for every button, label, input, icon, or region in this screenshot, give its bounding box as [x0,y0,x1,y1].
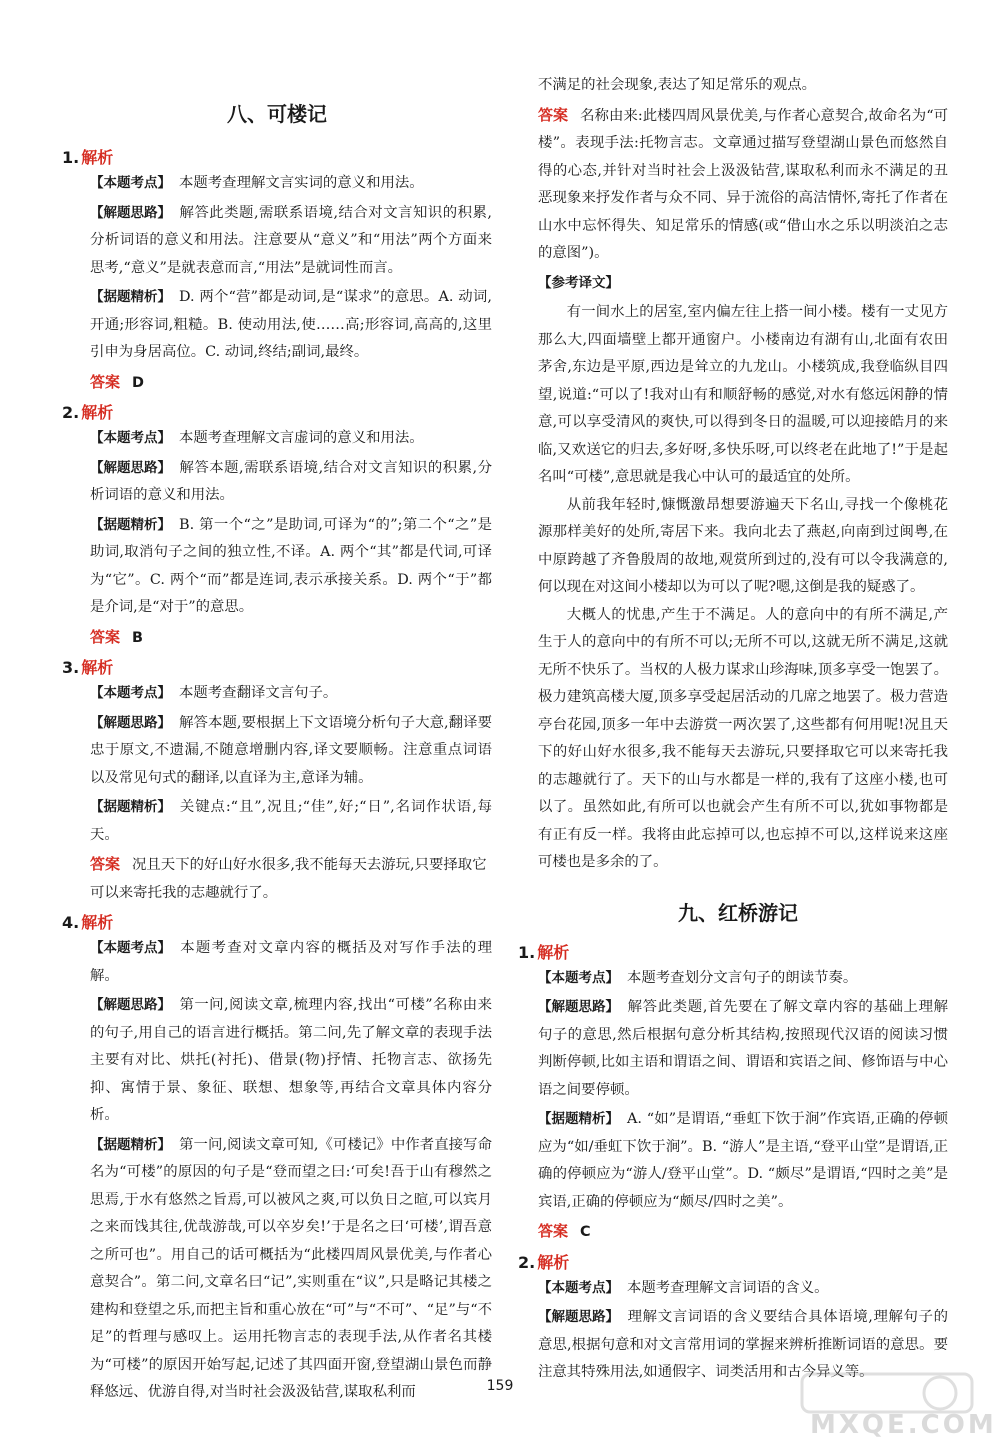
r-question-2-header: 2. 解析 [518,1252,570,1272]
q4-kaodian: 【本题考点】 本题考查对文章内容的概括及对写作手法的理解。 [90,940,492,984]
q4-silu: 【解题思路】 第一问,阅读文章,梳理内容,找出“可楼”名称由来的句子,用自己的语言进行概括。第二问,先了解文章的表现手法主要有对比、烘托(衬托)、借景(物)抒情、托物言志、欲扬先抑、寓情于景、象征、联想、想象等,再结合文章具体内容分析。 [90,997,492,1123]
q4-answer: 答案 名称由来:此楼四周风景优美,与作者心意契合,故命名为“可楼”。表现手法:托物言志。文章通过描写登望湖山景色而悠然自得的心态,并针对当时社会上汲汲钻营,谋取私利而永不满足的丑恶现象来抒发作者与众不同、异于流俗的高洁情怀,寄托了作者在山水中忘怀得失、知足常乐的情感(或“借山水之乐以明淡泊之志的意图”)。 [538,105,948,261]
question-3-header: 3. 解析 [62,658,114,677]
watermark-logo [790,1370,997,1442]
q2-answer: 答案 B [90,627,143,646]
question-4-header: 4. 解析 [62,913,114,932]
section-title: 八、可楼记 [227,102,327,126]
translation-paragraph-1: 有一间水上的居室,室内偏左往上搭一间小楼。楼有一丈见方那么大,四面墙壁上都开通窗户。小楼南边有湖有山,北面有农田茅舍,东边是平原,西边是耸立的九龙山。小楼筑成,我登临纵目四望,说道:“可以了!我对山有和顺舒畅的感觉,对水有悠远闲静的情意,可以享受清风的爽快,可以得到冬日的温暖,可以迎接皓月的来临,又欢送它的归去,多好呀,多快乐呀,可以终老在此地了!”于是起名叫“可楼”,意思就是我心中认可的最适宜的处所。 [538,304,948,485]
q4-continued: 不满足的社会现象,表达了知足常乐的观点。 [538,77,816,93]
question-1-header: 1. 解析 [62,148,114,167]
watermark-text: MXQE.COM [810,1410,997,1440]
q1-jingxi: 【据题精析】 D. 两个“营”都是动词,是“谋求”的意思。A. 动词,开通;形容词,粗糙。B. 使动用法,使……高;形容词,高高的,这里引申为身居高位。C. 动词,终结;副词,最终。 [90,289,492,360]
r2-kaodian: 【本题考点】 本题考查理解文言词语的含义。 [538,1279,829,1296]
q2-kaodian: 【本题考点】 本题考查理解文言虚词的意义和用法。 [90,430,424,446]
r2-silu: 【解题思路】 理解文言词语的含义要结合具体语境,理解句子的意思,根据句意和对文言常用词的掌握来辨析推断词语的意思。要注意其特殊用法,如通假字、词类活用和古今异义等。 [538,1309,948,1380]
r1-silu: 【解题思路】 解答此类题,首先要在了解文章内容的基础上理解句子的意思,然后根据句意分析其结构,按照现代汉语的阅读习惯判断停顿,比如主语和谓语之间、谓语和宾语之间、修饰语与中心语之间要停顿。 [538,999,948,1098]
q3-kaodian: 【本题考点】 本题考查翻译文言句子。 [90,685,338,701]
q4-jingxi: 【据题精析】 第一问,阅读文章可知,《可楼记》中作者直接写命名为“可楼”的原因的句子是“登而望之曰:‘可矣!吾于山有穆然之思焉,于水有悠然之旨焉,可以被风之爽,可以负日之暄,可以宾月之来而饯其往,优哉游哉,可以卒岁矣!’于是名之曰‘可楼’,谓吾意之所可也”。用自己的话可概括为“此楼四周风景优美,与作者心意契合”。第二问,文章名曰“记”,实则重在“议”,只是略记其楼之建构和登望之乐,而把主旨和重心放在“可”与“不可”、“足”与“不足”的哲理与感叹上。运用托物言志的表现手法,从作者名其楼为“可楼”的原因开始写起,记述了其四面开窗,登望湖山景色而静释悠远、优游自得,对当时社会汲汲钻营,谋取私利而 [90,1136,492,1400]
q3-silu: 【解题思路】 解答本题,要根据上下文语境分析句子大意,翻译要忠于原文,不遗漏,不随意增删内容,译文要顺畅。注意重点词语以及常见句式的翻译,以直译为主,意译为辅。 [90,714,492,786]
question-2-header: 2. 解析 [62,403,114,422]
q3-answer: 答案 况且天下的好山好水很多,我不能每天去游玩,只要择取它可以来寄托我的志趣就行了。 [90,855,487,901]
r1-kaodian: 【本题考点】 本题考查划分文言句子的朗读节奏。 [538,969,858,986]
right-column [518,72,948,1389]
q2-silu: 【解题思路】 解答本题,需联系语境,结合对文言知识的积累,分析词语的意义和用法。 [90,459,492,503]
section-title-2: 九、红桥游记 [678,900,798,925]
reference-translation-label: 【参考译文】 [538,274,619,291]
r-question-1-header: 1. 解析 [518,942,570,962]
left-column [62,100,492,1409]
r1-answer: 答案 C [538,1222,591,1240]
r1-jingxi: 【据题精析】 A. “如”是谓语,“垂虹下饮于涧”作宾语,正确的停顿应为“如/垂虹下饮于涧”。B. “游人”是主语,“登平山堂”是谓语,正确的停顿应为“游人/登平山堂”。D. “颇尽”是谓语,“四时之美”是宾语,正确的停顿应为“颇尽/四时之美”。 [538,1111,948,1210]
q2-jingxi: 【据题精析】 B. 第一个“之”是助词,可译为“的”;第二个“之”是助词,取消句子之间的独立性,不译。A. 两个“其”都是代词,可译为“它”。C. 两个“而”都是连词,表示承接关系。D. 两个“于”都是介词,是“对于”的意思。 [90,516,492,615]
translation-paragraph-3: 大概人的忧患,产生于不满足。人的意向中的有所不满足,产生于人的意向中的有所不可以;无所不可以,这就无所不满足,这就无所不快乐了。当权的人极力谋求山珍海味,顶多享受一饱罢了。极力建筑高楼大厦,顶多享受起居活动的几席之地罢了。极力营造亭台花园,顶多一年中去游赏一两次罢了,这些都有何用呢!况且天下的好山好水很多,我不能每天去游玩,只要择取它可以来寄托我的志趣就行了。天下的山与水都是一样的,我有了这座小楼,也可以了。虽然如此,有所可以也就会产生有所不可以,犹如事物都是有正有反一样。我将由此忘掉可以,也忘掉不可以,这样说来这座可楼也是多余的了。 [538,606,948,870]
page-number: 159 [486,1378,514,1394]
translation-paragraph-2: 从前我年轻时,慷慨激昂想要游遍天下名山,寻找一个像桃花源那样美好的处所,寄居下来。我向北去了燕赵,向南到过闽粤,在中原跨越了齐鲁殷周的故地,观赏所到过的,没有可以令我满意的,何以现在对这间小楼却以为可以了呢?嗯,这倒是我的疑惑了。 [538,496,948,595]
q1-answer: 答案 D [90,372,144,391]
q1-silu: 【解题思路】 解答此类题,需联系语境,结合对文言知识的积累,分析词语的意义和用法。注意要从“意义”和“用法”两个方面来思考,“意义”是就表意而言,“用法”是就词性而言。 [90,204,492,276]
q3-jingxi: 【据题精析】 关键点:“且”,况且;“佳”,好;“日”,名词作状语,每天。 [90,799,492,843]
q1-kaodian: 【本题考点】 本题考查理解文言实词的意义和用法。 [90,175,424,191]
